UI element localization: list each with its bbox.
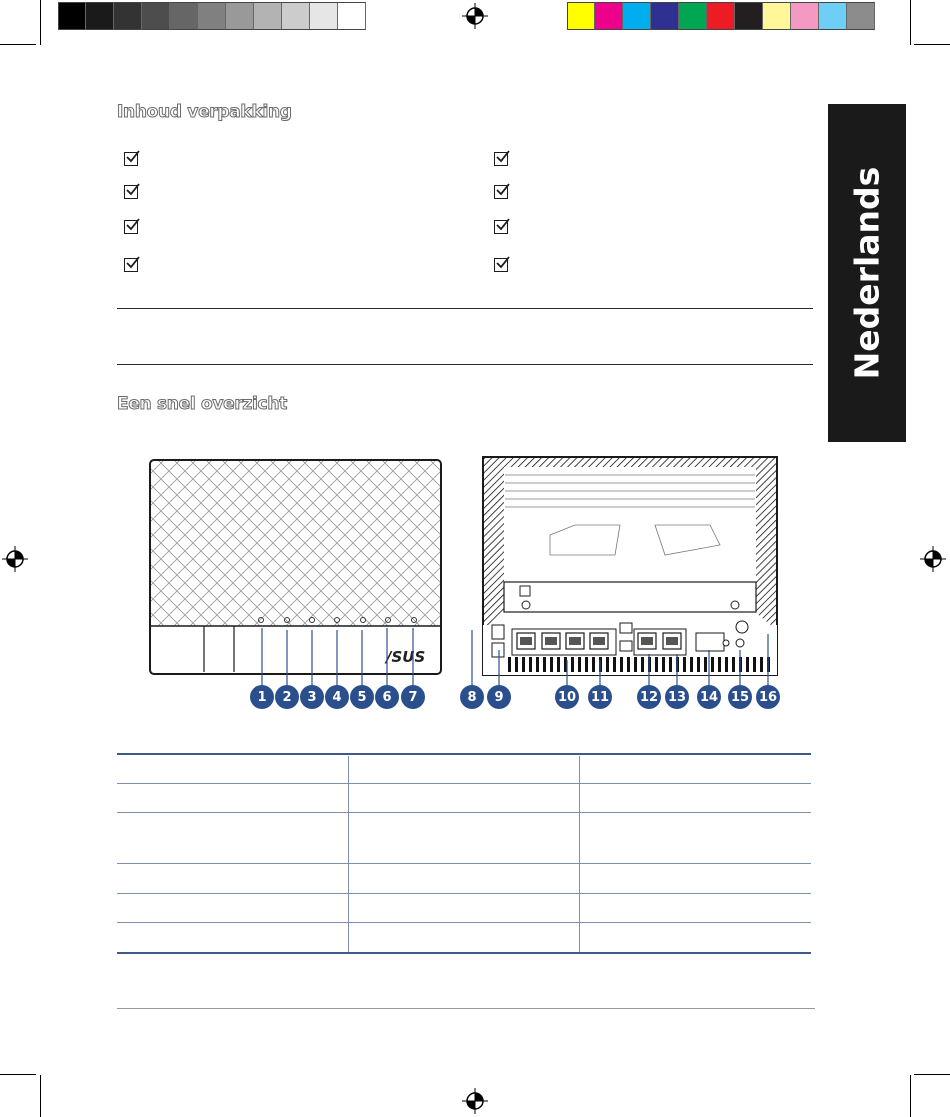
- crop-mark: [0, 1074, 36, 1075]
- language-label: Nederlands: [847, 166, 887, 380]
- callout-badge: 3: [300, 685, 324, 709]
- table-column-divider: [579, 756, 580, 952]
- crop-mark: [40, 1075, 41, 1117]
- callout-leader-lines: [240, 620, 800, 690]
- color-swatch: [254, 2, 282, 30]
- registration-mark-icon: [2, 546, 28, 572]
- table-row-divider: [117, 922, 811, 923]
- color-swatch: [282, 2, 310, 30]
- table-row-divider: [117, 812, 811, 813]
- crop-mark: [40, 0, 41, 45]
- crop-mark: [910, 0, 911, 45]
- color-swatch: [595, 2, 623, 30]
- crop-mark: [910, 1075, 911, 1117]
- crop-mark: [914, 44, 950, 45]
- callout-badge: 7: [401, 685, 425, 709]
- checkbox-icon: [124, 152, 138, 166]
- quick-overview-heading: Een snel overzicht: [117, 394, 287, 414]
- callout-badge: 11: [588, 685, 612, 709]
- note-divider-top: [117, 308, 813, 309]
- table-row-divider: [117, 893, 811, 894]
- color-swatch: [310, 2, 338, 30]
- table-row-divider: [117, 783, 811, 784]
- callout-badge: 8: [460, 685, 484, 709]
- color-swatch: [819, 2, 847, 30]
- note-divider-bottom: [117, 364, 813, 365]
- callout-badge: 14: [697, 685, 721, 709]
- brand-logo: /SUS: [386, 648, 426, 666]
- color-swatch: [679, 2, 707, 30]
- color-swatch: [142, 2, 170, 30]
- callout-badge: 13: [665, 685, 689, 709]
- checkbox-icon: [494, 220, 508, 234]
- color-calibration-bar: [567, 2, 875, 30]
- checkbox-icon: [124, 220, 138, 234]
- page-footer-rule: [117, 1008, 815, 1009]
- checkbox-icon: [124, 258, 138, 272]
- table-column-divider: [348, 756, 349, 952]
- color-swatch: [735, 2, 763, 30]
- callout-badge: 12: [637, 685, 661, 709]
- color-swatch: [58, 2, 86, 30]
- package-contents-heading: Inhoud verpakking: [117, 102, 292, 122]
- color-swatch: [114, 2, 142, 30]
- table-bottom-border: [117, 952, 811, 954]
- color-swatch: [198, 2, 226, 30]
- callout-badge: 6: [375, 685, 399, 709]
- checkbox-icon: [494, 185, 508, 199]
- callout-badge: 9: [487, 685, 511, 709]
- registration-mark-icon: [920, 546, 946, 572]
- table-row-divider: [117, 863, 811, 864]
- callout-badge: 1: [250, 685, 274, 709]
- color-swatch: [707, 2, 735, 30]
- color-swatch: [170, 2, 198, 30]
- checkbox-icon: [494, 258, 508, 272]
- registration-mark-icon: [462, 3, 488, 29]
- language-side-tab: [828, 104, 906, 442]
- crop-mark: [0, 44, 36, 45]
- color-swatch: [623, 2, 651, 30]
- color-swatch: [567, 2, 595, 30]
- color-swatch: [86, 2, 114, 30]
- registration-mark-icon: [462, 1088, 488, 1114]
- callout-badge: 15: [728, 685, 752, 709]
- color-swatch: [791, 2, 819, 30]
- grayscale-calibration-bar: [58, 2, 366, 30]
- checkbox-icon: [494, 152, 508, 166]
- color-swatch: [847, 2, 875, 30]
- callout-badge: 10: [555, 685, 579, 709]
- callout-badge: 2: [275, 685, 299, 709]
- color-swatch: [651, 2, 679, 30]
- table-top-border: [117, 753, 811, 755]
- crop-mark: [914, 1074, 950, 1075]
- color-swatch: [226, 2, 254, 30]
- callout-badge: 5: [350, 685, 374, 709]
- color-swatch: [338, 2, 366, 30]
- checkbox-icon: [124, 185, 138, 199]
- callout-badge: 16: [756, 685, 780, 709]
- color-swatch: [763, 2, 791, 30]
- callout-badge: 4: [325, 685, 349, 709]
